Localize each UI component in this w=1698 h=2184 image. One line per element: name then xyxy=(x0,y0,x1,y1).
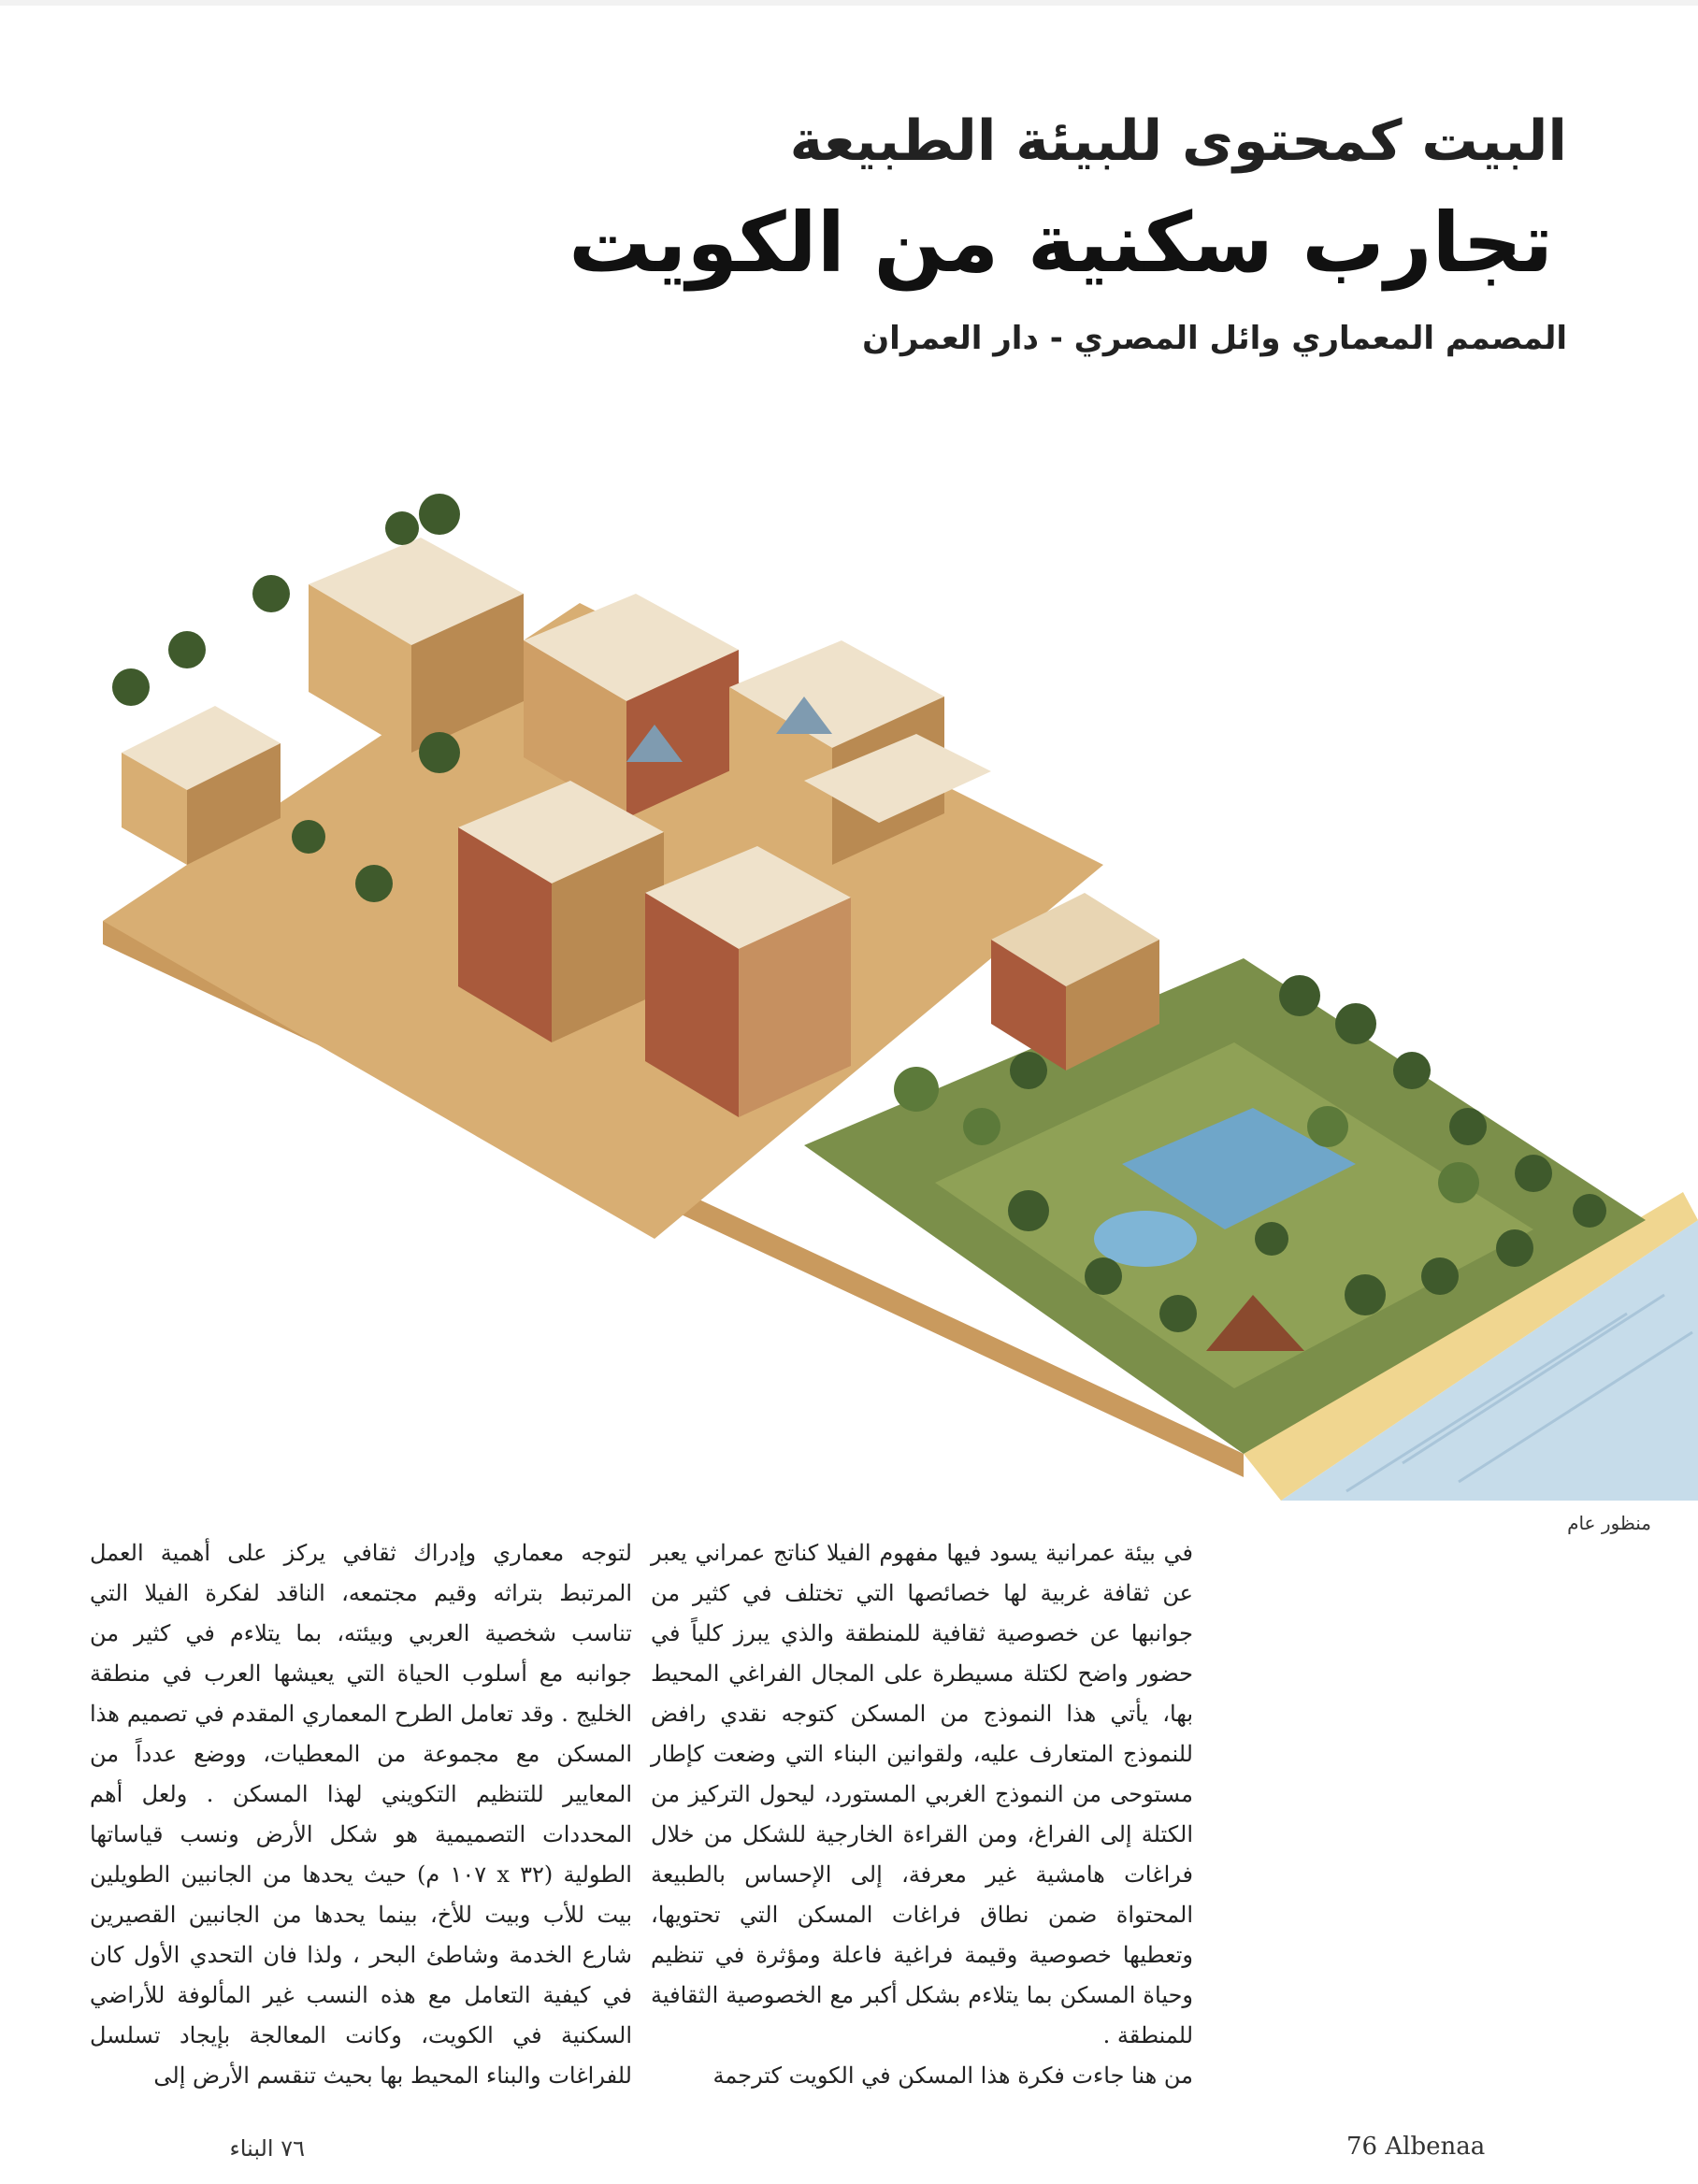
body-paragraph: لتوجه معماري وإدراك ثقافي يركز على أهمية العمل المرتبط بتراثه وقيم مجتمعه، الناقد لفكرة الفيلا التي تناسب شخصية العربي وبيئته، بما يتلاءم في كثير من جوانبه مع أسلوب الحياة التي يعيشها العرب في منطقة الخليج . وقد تعامل الطرح المعماري المقدم في تصميم هذا المسكن مع مجموعة من المعطيات، ووضع عدداً من المعايير للتنظيم التكويني لهذا المسكن . ولعل أهم المحددات التصميمية هو شكل الأرض ونسب قياساتها الطولية (٣٢ x ١٠٧ م) حيث يحدها من الجانبين الطويلين بيت للأب وبيت للأخ، بينما يحدها من الجانبين القصيرين شارع الخدمة وشاطئ البحر ، ولذا فان التحدي الأول كان في كيفية التعامل مع هذه النسب غير المألوفة للأراضي السكنية في الكويت، وكانت المعالجة بإيجاد تسلسل للفراغات والبناء المحيط بها بحيث تنقسم الأرض إلى xyxy=(90,1540,632,2089)
byline: المصمم المعماري وائل المصري - دار العمران xyxy=(862,320,1567,357)
title-line-1: البيت كمحتوى للبيئة الطبيعة xyxy=(789,108,1567,174)
title-line-2: تجارب سكنية من الكويت xyxy=(568,194,1553,291)
body-column-left xyxy=(90,1533,632,2096)
round-pool xyxy=(1094,1211,1197,1267)
figure-caption: منظور عام xyxy=(1567,1512,1651,1534)
body-paragraph: من هنا جاءت فكرة هذا المسكن في الكويت كترجمة xyxy=(712,2062,1193,2089)
body-column-right xyxy=(651,1533,1193,2096)
body-paragraph: في بيئة عمرانية يسود فيها مفهوم الفيلا كناتج عمراني يعبر عن ثقافة غربية لها خصائصها التي تختلف في كثير من جوانبها عن خصوصية ثقافية للمنطقة والذي يبرز كلياً في حضور واضح لكتلة مسيطرة على المجال الفراغي المحيط بها، يأتي هذا النموذج من المسكن كتوجه نقدي رافض للنموذج المتعارف عليه، ولقوانين البناء التي وضعت كإطار مستوحى من النموذج الغربي المستورد، ليحول التركيز من الكتلة إلى الفراغ، ومن القراءة الخارجية للشكل من خلال فراغات هامشية غير معرفة، إلى الإحساس بالطبيعة المحتواة ضمن نطاق فراغات المسكن التي تحتويها، وتعطيها خصوصية وقيمة فراغية فاعلة ومؤثرة في تنظيم وحياة المسكن بما يتلاءم بشكل أكبر مع الخصوصية الثقافية للمنطقة . xyxy=(651,1540,1193,2048)
page-number-english: 76 Albenaa xyxy=(1346,2133,1486,2161)
isometric-house-illustration xyxy=(0,472,1698,1501)
page-number-arabic: ٧٦ البناء xyxy=(229,2135,305,2162)
page-edge xyxy=(0,0,1698,6)
